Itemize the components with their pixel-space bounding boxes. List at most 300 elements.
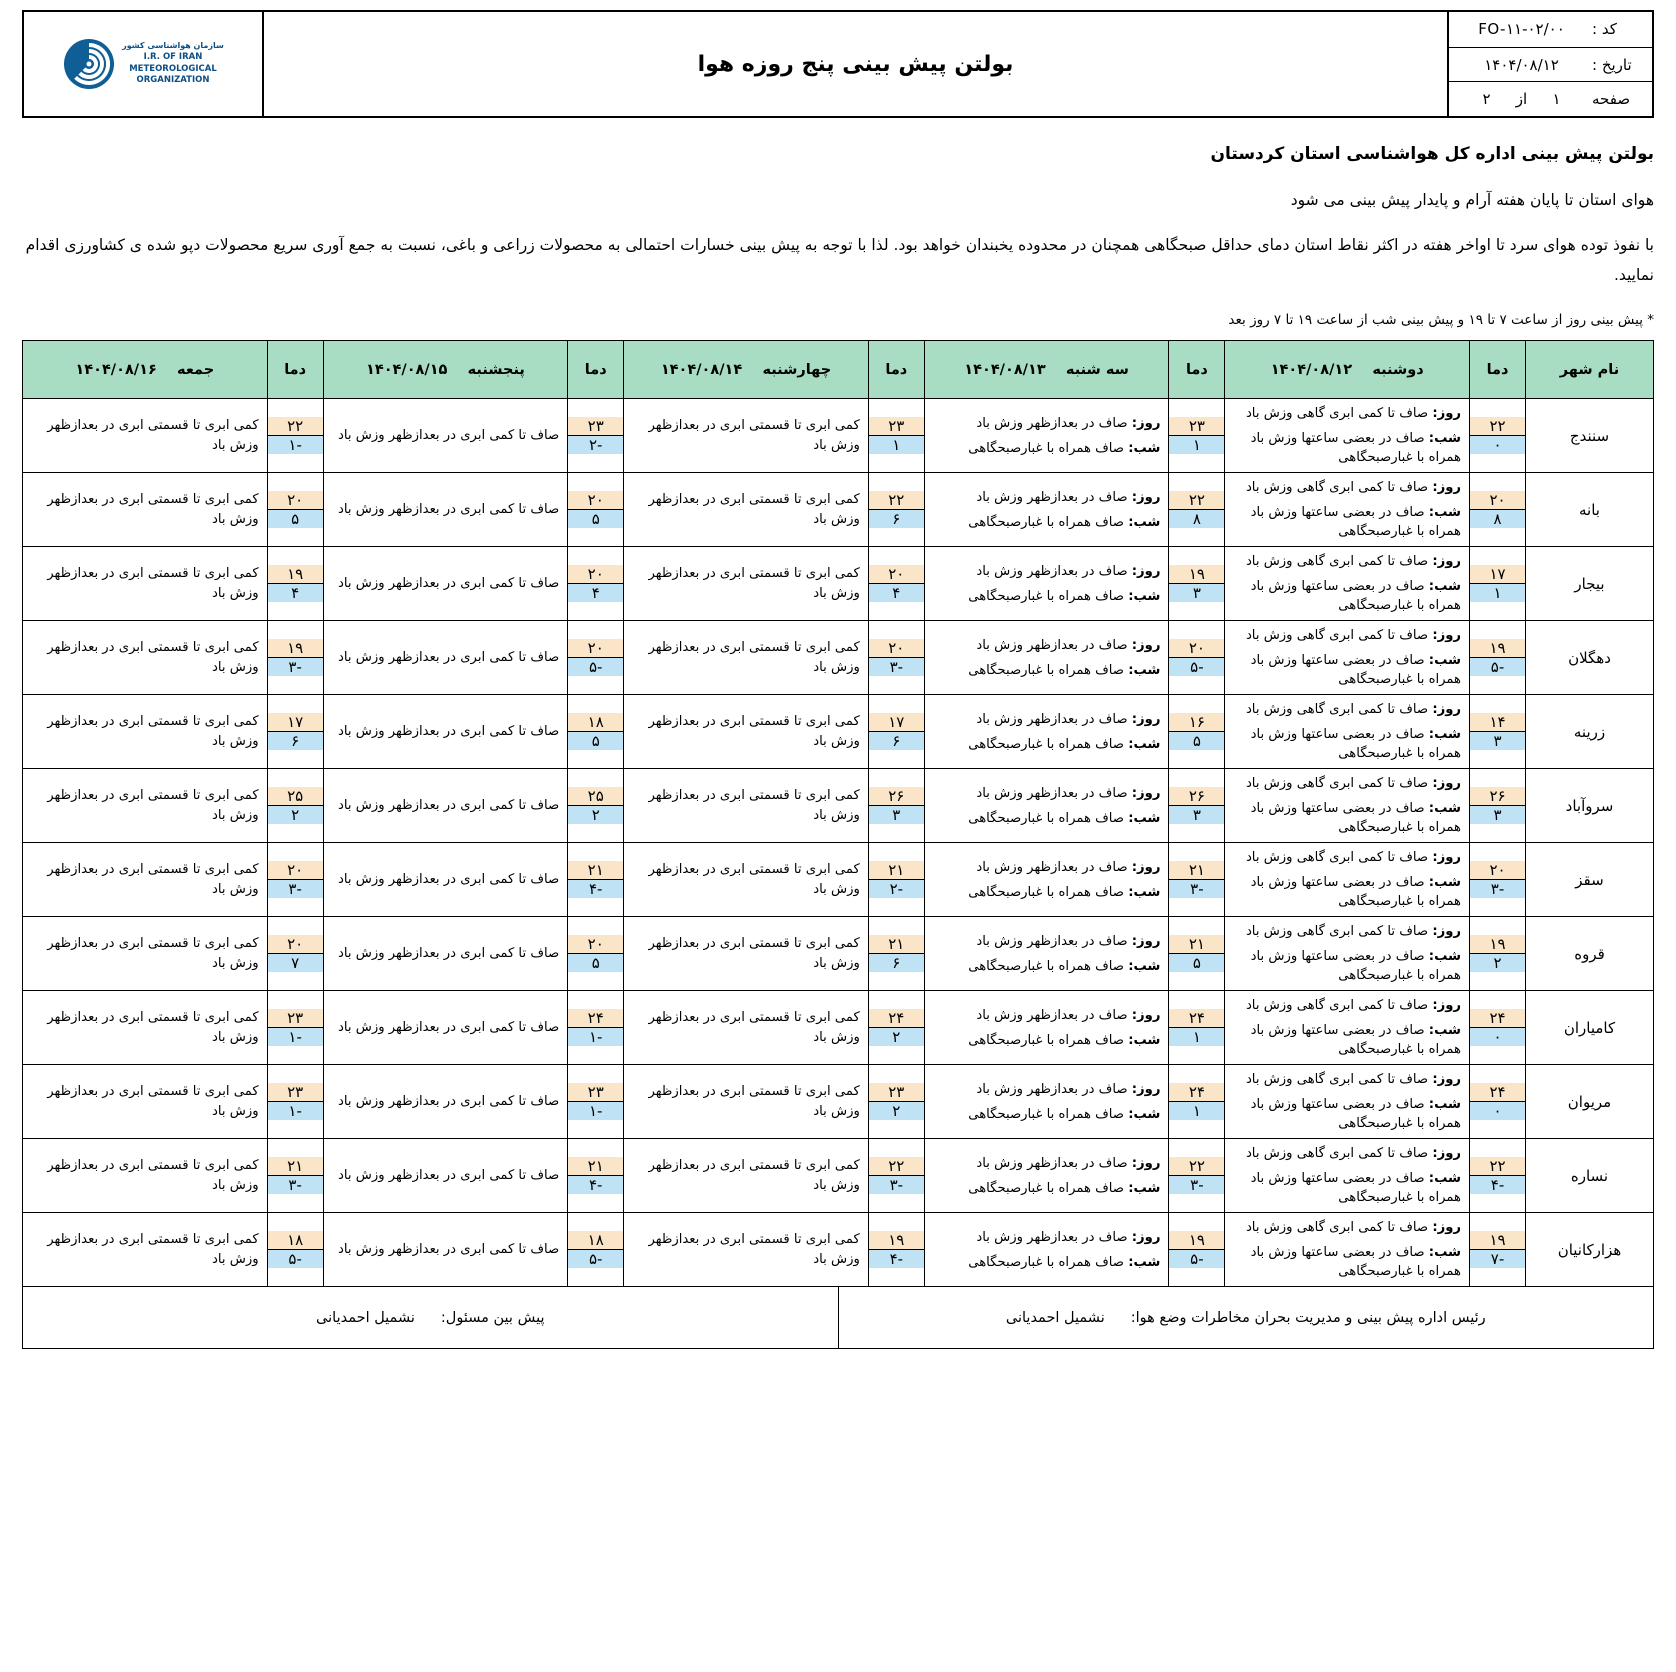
forecast-text: صاف تا کمی ابری در بعدازظهر وزش باد — [337, 871, 560, 887]
intro-heading: بولتن پیش بینی اداره کل هواشناسی استان کردستان — [1210, 144, 1654, 164]
city-name-cell: هزارکانیان — [1526, 1213, 1654, 1287]
night-forecast-line — [925, 658, 1169, 683]
temp-max: ۲۶ — [869, 787, 924, 806]
day-forecast-line — [925, 411, 1169, 436]
city-name-cell: سروآباد — [1526, 769, 1654, 843]
temperature-cell — [868, 399, 924, 473]
temp-min: -۱ — [268, 1028, 323, 1046]
forecast-text: کمی ابری تا قسمتی ابری در بعدازظهر وزش باد — [648, 714, 860, 749]
forecast-text: کمی ابری تا قسمتی ابری در بعدازظهر وزش باد — [648, 418, 860, 453]
forecast-description-cell — [323, 473, 568, 547]
forecast-description-cell — [624, 917, 869, 991]
temp-max: ۲۱ — [1169, 861, 1224, 880]
night-label: شب: — [1128, 958, 1161, 974]
temp-min: -۳ — [268, 658, 323, 676]
day-forecast-text: صاف تا کمی ابری گاهی وزش باد — [1245, 1072, 1429, 1088]
forecast-description-cell — [23, 843, 268, 917]
temp-max: ۲۱ — [869, 861, 924, 880]
temp-min: -۵ — [1169, 658, 1224, 676]
page-of: از — [1515, 90, 1528, 109]
temperature-cell — [568, 621, 624, 695]
temperature-cell — [267, 547, 323, 621]
day-label: روز: — [1131, 1081, 1161, 1097]
forecast-description-cell — [624, 991, 869, 1065]
forecast-text: کمی ابری تا قسمتی ابری در بعدازظهر وزش باد — [648, 788, 860, 823]
temperature-cell — [568, 695, 624, 769]
col-header-day-4-label: جمعه — [177, 361, 215, 378]
temperature-cell — [1470, 473, 1526, 547]
col-header-day-3-label: پنجشنبه — [467, 361, 525, 378]
forecast-text: کمی ابری تا قسمتی ابری در بعدازظهر وزش باد — [648, 1158, 860, 1193]
temp-min: ۵ — [568, 954, 623, 972]
forecast-text: صاف تا کمی ابری در بعدازظهر وزش باد — [337, 945, 560, 961]
day-forecast-text: صاف در بعدازظهر وزش باد — [976, 711, 1128, 727]
temperature-cell — [1470, 769, 1526, 843]
temp-min: ۵ — [1169, 954, 1224, 972]
temperature-cell — [1169, 1065, 1225, 1139]
temp-max: ۲۳ — [268, 1083, 323, 1102]
forecast-description-cell — [1225, 769, 1470, 843]
page-title: بولتن پیش بینی پنج روزه هوا — [697, 51, 1014, 77]
night-forecast-text: صاف همراه با غبارصبحگاهی — [968, 884, 1124, 900]
footer-chief-label: رئیس اداره پیش بینی و مدیریت بحران مخاطرات وضع هوا: — [1130, 1309, 1486, 1326]
temp-max: ۲۰ — [1470, 861, 1525, 880]
night-forecast-line — [1225, 1092, 1469, 1136]
night-forecast-text: صاف در بعضی ساعتها وزش باد همراه با غبارصبحگاهی — [1250, 431, 1461, 466]
night-label: شب: — [1428, 1245, 1461, 1261]
temp-min: ۶ — [268, 732, 323, 750]
temp-min: -۴ — [568, 1176, 623, 1194]
col-header-temp-1: دما — [1169, 341, 1225, 399]
temp-min: ۱ — [1470, 584, 1525, 602]
forecast-description-cell — [323, 991, 568, 1065]
temp-max: ۲۲ — [268, 417, 323, 436]
day-label: روز: — [1131, 637, 1161, 653]
temp-min: -۳ — [1169, 1176, 1224, 1194]
forecast-text: کمی ابری تا قسمتی ابری در بعدازظهر وزش باد — [47, 1010, 259, 1045]
forecast-description-cell — [323, 695, 568, 769]
day-forecast-line — [1225, 549, 1469, 574]
temp-max: ۱۶ — [1169, 713, 1224, 732]
night-forecast-text: صاف در بعضی ساعتها وزش باد همراه با غبارصبحگاهی — [1250, 579, 1461, 614]
night-forecast-line — [925, 1176, 1169, 1201]
temperature-cell — [868, 1213, 924, 1287]
day-forecast-line — [925, 485, 1169, 510]
page-current: ۱ — [1552, 90, 1561, 109]
temp-min: ۲ — [568, 806, 623, 824]
night-forecast-text: صاف همراه با غبارصبحگاهی — [968, 1106, 1124, 1122]
day-forecast-text: صاف در بعدازظهر وزش باد — [976, 785, 1128, 801]
night-forecast-line — [925, 1250, 1169, 1275]
forecast-description-cell — [624, 843, 869, 917]
day-forecast-text: صاف در بعدازظهر وزش باد — [976, 859, 1128, 875]
temperature-cell — [1470, 621, 1526, 695]
forecast-description-cell — [924, 1139, 1169, 1213]
temperature-cell — [1470, 695, 1526, 769]
night-forecast-line — [1225, 1018, 1469, 1062]
night-forecast-line — [925, 436, 1169, 461]
forecast-description-cell — [924, 621, 1169, 695]
day-forecast-line — [925, 633, 1169, 658]
temp-max: ۲۰ — [568, 491, 623, 510]
temp-max: ۲۰ — [1169, 639, 1224, 658]
col-header-day-2 — [624, 341, 869, 399]
day-forecast-line — [925, 1003, 1169, 1028]
night-forecast-text: صاف در بعضی ساعتها وزش باد همراه با غبارصبحگاهی — [1250, 727, 1461, 762]
temp-min: ۴ — [568, 584, 623, 602]
temp-max: ۲۳ — [869, 1083, 924, 1102]
footer-chief-forecaster — [839, 1287, 1654, 1348]
col-header-day-1 — [924, 341, 1169, 399]
meteorological-swirl-icon — [62, 37, 116, 91]
forecast-description-cell — [23, 769, 268, 843]
temp-max: ۲۴ — [869, 1009, 924, 1028]
header-meta-block — [1447, 12, 1652, 116]
temp-min: ۳ — [1470, 806, 1525, 824]
night-label: شب: — [1128, 810, 1161, 826]
temp-max: ۱۹ — [1470, 639, 1525, 658]
temp-max: ۱۹ — [1169, 565, 1224, 584]
col-header-day-4-date: ۱۴۰۴/۰۸/۱۶ — [75, 361, 157, 378]
night-forecast-text: صاف در بعضی ساعتها وزش باد همراه با غبارصبحگاهی — [1250, 505, 1461, 540]
night-forecast-line — [925, 584, 1169, 609]
col-header-temp-0: دما — [1470, 341, 1526, 399]
table-row — [23, 547, 1654, 621]
temp-max: ۲۲ — [869, 491, 924, 510]
temp-min: ۸ — [1470, 510, 1525, 528]
day-forecast-text: صاف در بعدازظهر وزش باد — [976, 637, 1128, 653]
table-row — [23, 843, 1654, 917]
night-forecast-line — [925, 510, 1169, 535]
forecast-text: صاف تا کمی ابری در بعدازظهر وزش باد — [337, 797, 560, 813]
temp-min: -۱ — [568, 1028, 623, 1046]
temperature-cell — [267, 399, 323, 473]
night-label: شب: — [1428, 1097, 1461, 1113]
city-name-cell: زرینه — [1526, 695, 1654, 769]
day-label: روز: — [1432, 554, 1461, 570]
header-page-row — [1449, 81, 1652, 116]
temperature-cell — [568, 1213, 624, 1287]
night-forecast-text: صاف همراه با غبارصبحگاهی — [968, 1254, 1124, 1270]
night-forecast-text: صاف در بعضی ساعتها وزش باد همراه با غبارصبحگاهی — [1250, 875, 1461, 910]
forecast-description-cell — [924, 769, 1169, 843]
temp-max: ۱۷ — [1470, 565, 1525, 584]
col-header-day-2-date: ۱۴۰۴/۰۸/۱۴ — [660, 361, 743, 378]
night-forecast-line — [1225, 1240, 1469, 1284]
forecast-time-note: * پیش بینی روز از ساعت ۷ تا ۱۹ و پیش بینی شب از ساعت ۱۹ تا ۷ روز بعد — [1228, 312, 1654, 329]
temp-min: -۳ — [1470, 880, 1525, 898]
day-label: روز: — [1432, 850, 1461, 866]
forecast-description-cell — [1225, 621, 1470, 695]
temp-min: ۶ — [869, 954, 924, 972]
temp-max: ۱۹ — [268, 565, 323, 584]
forecast-description-cell — [1225, 399, 1470, 473]
header-date-row — [1449, 47, 1652, 82]
night-label: شب: — [1428, 949, 1461, 965]
temp-min: ۲ — [869, 1102, 924, 1120]
city-name-cell: نساره — [1526, 1139, 1654, 1213]
col-header-temp-2: دما — [868, 341, 924, 399]
day-forecast-text: صاف تا کمی ابری گاهی وزش باد — [1245, 702, 1429, 718]
forecast-description-cell — [1225, 1139, 1470, 1213]
temp-min: ۵ — [268, 510, 323, 528]
temp-max: ۱۸ — [568, 1231, 623, 1250]
forecast-description-cell — [23, 473, 268, 547]
temperature-cell — [1169, 843, 1225, 917]
forecast-text: کمی ابری تا قسمتی ابری در بعدازظهر وزش باد — [47, 788, 259, 823]
day-forecast-text: صاف تا کمی ابری گاهی وزش باد — [1245, 480, 1429, 496]
temp-max: ۲۱ — [568, 1157, 623, 1176]
day-forecast-line — [1225, 623, 1469, 648]
day-label: روز: — [1432, 406, 1461, 422]
day-forecast-line — [1225, 475, 1469, 500]
table-row — [23, 769, 1654, 843]
temp-max: ۲۱ — [869, 935, 924, 954]
night-label: شب: — [1428, 1023, 1461, 1039]
night-forecast-text: صاف در بعضی ساعتها وزش باد همراه با غبارصبحگاهی — [1250, 801, 1461, 836]
night-forecast-line — [1225, 870, 1469, 914]
temp-min: -۳ — [268, 880, 323, 898]
temp-min: -۴ — [1470, 1176, 1525, 1194]
temp-min: -۳ — [1169, 880, 1224, 898]
night-label: شب: — [1428, 875, 1461, 891]
temp-max: ۲۲ — [1169, 491, 1224, 510]
day-forecast-text: صاف تا کمی ابری گاهی وزش باد — [1245, 924, 1429, 940]
temperature-cell — [568, 1139, 624, 1213]
forecast-text: کمی ابری تا قسمتی ابری در بعدازظهر وزش باد — [47, 566, 259, 601]
temp-min: -۴ — [869, 1250, 924, 1268]
forecast-description-cell — [323, 1065, 568, 1139]
night-forecast-text: صاف در بعضی ساعتها وزش باد همراه با غبارصبحگاهی — [1250, 1097, 1461, 1132]
table-row — [23, 621, 1654, 695]
logo-text — [122, 41, 224, 86]
temperature-cell — [267, 1065, 323, 1139]
header-date-label: تاریخ : — [1592, 55, 1632, 74]
footer-responsible-name: نشمیل احمدیانی — [316, 1309, 415, 1326]
day-label: روز: — [1131, 489, 1161, 505]
night-forecast-text: صاف همراه با غبارصبحگاهی — [968, 588, 1124, 604]
forecast-table-body — [23, 399, 1654, 1287]
temp-max: ۲۲ — [1169, 1157, 1224, 1176]
forecast-text: صاف تا کمی ابری در بعدازظهر وزش باد — [337, 723, 560, 739]
temp-max: ۲۰ — [568, 935, 623, 954]
temp-max: ۲۶ — [1470, 787, 1525, 806]
temp-min: ۰ — [1470, 1028, 1525, 1046]
day-forecast-line — [925, 781, 1169, 806]
temp-min: ۰ — [1470, 1102, 1525, 1120]
table-row — [23, 695, 1654, 769]
temperature-cell — [868, 769, 924, 843]
forecast-description-cell — [624, 1065, 869, 1139]
forecast-description-cell — [323, 769, 568, 843]
temp-min: -۴ — [568, 880, 623, 898]
temp-min: ۵ — [568, 510, 623, 528]
temperature-cell — [1470, 1065, 1526, 1139]
temp-max: ۲۲ — [1470, 1157, 1525, 1176]
temp-max: ۱۹ — [1169, 1231, 1224, 1250]
temperature-cell — [267, 769, 323, 843]
day-label: روز: — [1432, 1220, 1461, 1236]
day-label: روز: — [1131, 859, 1161, 875]
forecast-text: صاف تا کمی ابری در بعدازظهر وزش باد — [337, 1093, 560, 1109]
forecast-description-cell — [624, 621, 869, 695]
day-label: روز: — [1131, 933, 1161, 949]
forecast-description-cell — [624, 399, 869, 473]
night-forecast-text: صاف همراه با غبارصبحگاهی — [968, 1032, 1124, 1048]
logo-line-2: METEOROLOGICAL — [129, 63, 217, 74]
day-forecast-text: صاف در بعدازظهر وزش باد — [976, 415, 1128, 431]
night-forecast-line — [925, 1102, 1169, 1127]
temperature-cell — [267, 991, 323, 1065]
temperature-cell — [868, 843, 924, 917]
col-header-temp-3: دما — [568, 341, 624, 399]
table-row — [23, 473, 1654, 547]
footer-chief-name: نشمیل احمدیانی — [1005, 1309, 1105, 1326]
day-label: روز: — [1131, 563, 1161, 579]
night-forecast-text: صاف همراه با غبارصبحگاهی — [968, 662, 1124, 678]
night-forecast-line — [1225, 648, 1469, 692]
day-label: روز: — [1432, 1146, 1461, 1162]
temp-min: ۷ — [268, 954, 323, 972]
forecast-description-cell — [1225, 917, 1470, 991]
forecast-text: صاف تا کمی ابری در بعدازظهر وزش باد — [337, 575, 560, 591]
col-header-day-1-date: ۱۴۰۴/۰۸/۱۳ — [964, 361, 1046, 378]
forecast-text: کمی ابری تا قسمتی ابری در بعدازظهر وزش باد — [648, 936, 860, 971]
forecast-text: کمی ابری تا قسمتی ابری در بعدازظهر وزش باد — [47, 1084, 259, 1119]
document-footer — [22, 1287, 1654, 1349]
temp-min: ۸ — [1169, 510, 1224, 528]
forecast-text: صاف تا کمی ابری در بعدازظهر وزش باد — [337, 1241, 560, 1257]
temperature-cell — [568, 843, 624, 917]
temperature-cell — [568, 473, 624, 547]
temp-max: ۲۰ — [268, 491, 323, 510]
col-header-temp-4: دما — [267, 341, 323, 399]
forecast-description-cell — [924, 917, 1169, 991]
temp-min: -۱ — [268, 436, 323, 454]
forecast-description-cell — [924, 1213, 1169, 1287]
temp-min: ۱ — [1169, 1102, 1224, 1120]
header-page-value — [1457, 90, 1586, 108]
document-header — [22, 10, 1654, 118]
night-forecast-text: صاف همراه با غبارصبحگاهی — [968, 514, 1124, 530]
night-forecast-line — [1225, 426, 1469, 470]
temp-min: ۵ — [568, 732, 623, 750]
forecast-text: صاف تا کمی ابری در بعدازظهر وزش باد — [337, 501, 560, 517]
forecast-text: کمی ابری تا قسمتی ابری در بعدازظهر وزش باد — [47, 492, 259, 527]
temp-max: ۲۳ — [568, 1083, 623, 1102]
night-forecast-text: صاف در بعضی ساعتها وزش باد همراه با غبارصبحگاهی — [1250, 653, 1461, 688]
temp-max: ۲۴ — [1470, 1083, 1525, 1102]
temp-max: ۲۳ — [1169, 417, 1224, 436]
temp-max: ۲۱ — [568, 861, 623, 880]
temperature-cell — [1169, 473, 1225, 547]
temp-max: ۲۰ — [568, 565, 623, 584]
temp-min: -۵ — [568, 1250, 623, 1268]
day-forecast-line — [925, 707, 1169, 732]
night-label: شب: — [1128, 1106, 1161, 1122]
day-forecast-text: صاف در بعدازظهر وزش باد — [976, 1081, 1128, 1097]
temp-max: ۲۲ — [1470, 417, 1525, 436]
night-forecast-text: صاف همراه با غبارصبحگاهی — [968, 1180, 1124, 1196]
night-forecast-text: صاف در بعضی ساعتها وزش باد همراه با غبارصبحگاهی — [1250, 1023, 1461, 1058]
forecast-description-cell — [23, 695, 268, 769]
day-label: روز: — [1432, 702, 1461, 718]
temp-max: ۲۰ — [568, 639, 623, 658]
logo-line-fa: سازمان هواشناسی کشور — [122, 41, 224, 51]
day-label: روز: — [1432, 924, 1461, 940]
night-label: شب: — [1128, 662, 1161, 678]
night-label: شب: — [1128, 884, 1161, 900]
forecast-description-cell — [23, 1213, 268, 1287]
city-name-cell: کامیاران — [1526, 991, 1654, 1065]
night-label: شب: — [1428, 653, 1461, 669]
temp-min: -۵ — [1169, 1250, 1224, 1268]
temp-max: ۱۴ — [1470, 713, 1525, 732]
temperature-cell — [868, 695, 924, 769]
city-name-cell: بانه — [1526, 473, 1654, 547]
day-label: روز: — [1432, 998, 1461, 1014]
temperature-cell — [868, 991, 924, 1065]
forecast-description-cell — [624, 695, 869, 769]
temperature-cell — [1169, 399, 1225, 473]
day-label: روز: — [1432, 480, 1461, 496]
day-forecast-text: صاف در بعدازظهر وزش باد — [976, 1155, 1128, 1171]
night-forecast-text: صاف همراه با غبارصبحگاهی — [968, 958, 1124, 974]
forecast-text: صاف تا کمی ابری در بعدازظهر وزش باد — [337, 1019, 560, 1035]
col-header-day-2-label: چهارشنبه — [762, 361, 832, 378]
night-forecast-line — [925, 1028, 1169, 1053]
temp-max: ۲۰ — [268, 935, 323, 954]
temp-max: ۲۱ — [268, 1157, 323, 1176]
temperature-cell — [1169, 1139, 1225, 1213]
day-label: روز: — [1432, 1072, 1461, 1088]
temp-min: ۱ — [869, 436, 924, 454]
temp-min: -۵ — [568, 658, 623, 676]
day-forecast-line — [925, 1151, 1169, 1176]
temp-max: ۲۱ — [1169, 935, 1224, 954]
temp-max: ۲۵ — [268, 787, 323, 806]
day-forecast-line — [925, 855, 1169, 880]
temperature-cell — [1169, 991, 1225, 1065]
header-code-row — [1449, 12, 1652, 47]
night-forecast-line — [925, 806, 1169, 831]
forecast-text: صاف تا کمی ابری در بعدازظهر وزش باد — [337, 427, 560, 443]
day-forecast-text: صاف در بعدازظهر وزش باد — [976, 1007, 1128, 1023]
night-label: شب: — [1128, 736, 1161, 752]
forecast-description-cell — [323, 917, 568, 991]
header-code-value: FO-۱۱-۰۲/۰۰ — [1478, 20, 1565, 39]
night-label: شب: — [1128, 1180, 1161, 1196]
temperature-cell — [568, 547, 624, 621]
temperature-cell — [267, 473, 323, 547]
temp-min: ۳ — [1169, 806, 1224, 824]
temp-min: -۱ — [268, 1102, 323, 1120]
night-label: شب: — [1128, 1032, 1161, 1048]
night-label: شب: — [1428, 579, 1461, 595]
temp-min: -۵ — [268, 1250, 323, 1268]
night-forecast-line — [925, 880, 1169, 905]
footer-responsible-label: پیش بین مسئول: — [440, 1309, 545, 1326]
temp-min: ۲ — [869, 1028, 924, 1046]
day-forecast-line — [925, 559, 1169, 584]
temperature-cell — [1470, 547, 1526, 621]
forecast-description-cell — [1225, 1213, 1470, 1287]
temp-min: ۵ — [1169, 732, 1224, 750]
table-row — [23, 1065, 1654, 1139]
forecast-description-cell — [924, 399, 1169, 473]
day-forecast-text: صاف تا کمی ابری گاهی وزش باد — [1245, 850, 1429, 866]
temp-max: ۲۳ — [869, 417, 924, 436]
